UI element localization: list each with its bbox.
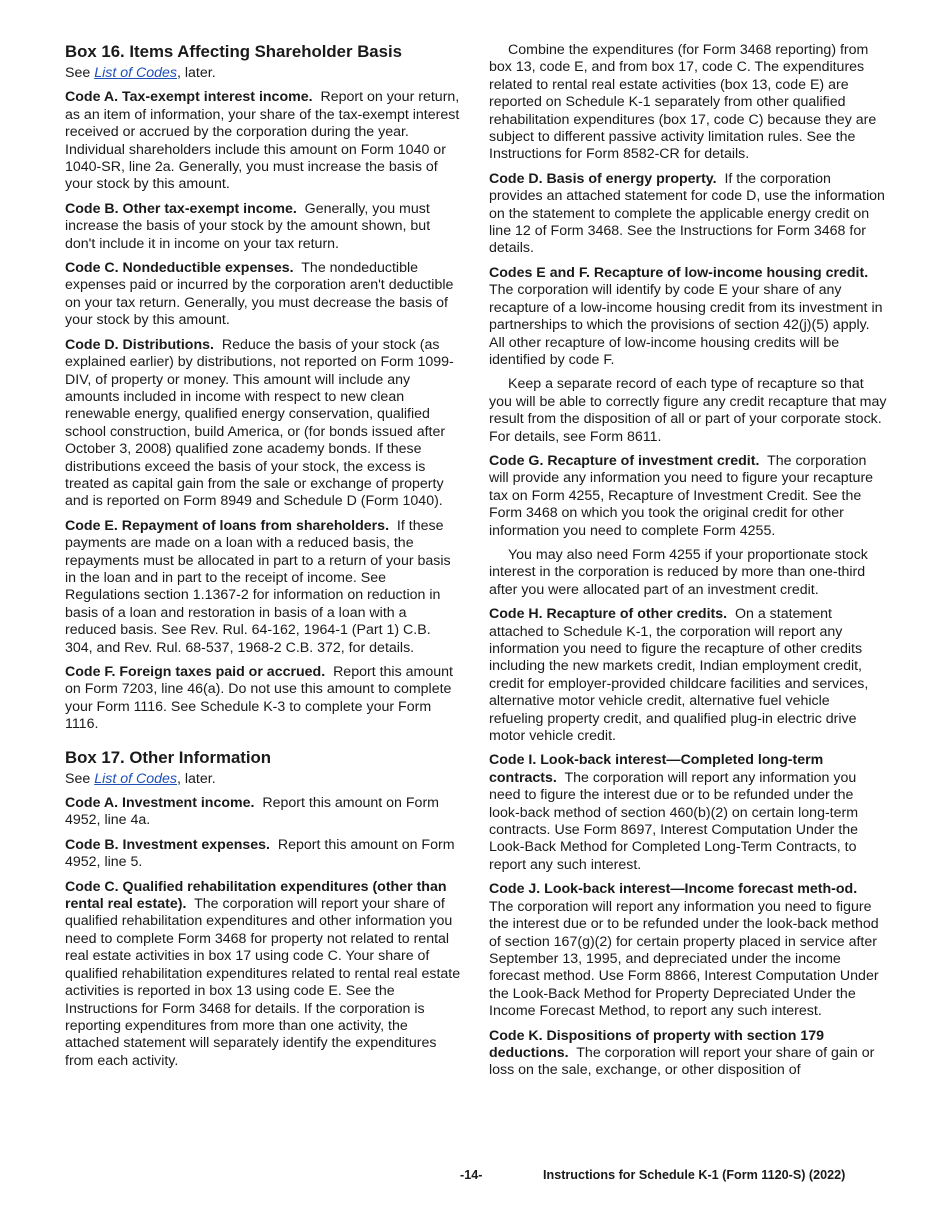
box16-code-f: Code F. Foreign taxes paid or accrued. Report this amount on Form 7203, line 46(a). Do not use this amount to complete your Form 1116. See Schedule K-3 to complete your Form 1116. bbox=[65, 664, 453, 733]
box16-see-list: See List of Codes, later. bbox=[65, 65, 216, 81]
box17-code-k: Code K. Dispositions of property with section 179 deductions. The corporation will report your share of gain or loss on the sale, exchange, or other disposition of bbox=[489, 1027, 875, 1079]
box17-heading: Box 17. Other Information bbox=[65, 747, 272, 767]
right-column bbox=[489, 42, 887, 1087]
box17-code-j: Code J. Look-back interest—Income forecast meth-od. The corporation will report any information you need to figure the interest due or to be refunded under the look-back method of section 167(g)(2) for certain property placed in service after September 13, 1995, and depreciated under the income forecast method. Use Form 8866, Interest Computation Under the Look-Back Method for Property Depreciated Under the Income Forecast Method, to report any such interest. bbox=[489, 881, 879, 1020]
box17-code-a: Code A. Investment income. Report this amount on Form 4952, line 4a. bbox=[65, 795, 439, 829]
box16-code-d: Code D. Distributions. Reduce the basis of your stock (as explained earlier) by distributions, not reported on Form 1099-DIV, of property or money. This amount will include any amounts included in income with respect to new clean renewable energy, qualified energy conservation, qualified school construction, build America, or (for bonds issued after October 3, 2008) qualified zone academy bonds. If these distributions exceed the basis of your stock, the excess is treated as capital gain from the sale or exchange of property and is reported on Form 8949 and Schedule D (Form 1040). bbox=[65, 336, 454, 510]
box17-code-g: Code G. Recapture of investment credit. The corporation will provide any information you need to figure your recapture tax on Form 4255, Recapture of Investment Credit. See the Form 3468 on which you took the original credit for other information you need to complete Form 4255. bbox=[489, 452, 874, 539]
box17-code-ef: Codes E and F. Recapture of low-income housing credit. The corporation will identify by code E your share of any recapture of a low-income housing credit from its investment in partnerships to which the provisions of section 42(j)(5) apply. All other recapture of low-income housing credits will be identified by code F. bbox=[489, 264, 883, 368]
box17-code-i: Code I. Look-back interest—Completed long-term contracts. The corporation will report any information you need to figure the interest due or to be refunded under the look-back method of section 460(b)(2) on certain long-term contracts. Use Form 8697, Interest Computation Under the Look-Back Method for Completed Long-Term Contracts, to report any such interest. bbox=[489, 752, 859, 873]
box17-code-c: Code C. Qualified rehabilitation expenditures (other than rental real estate). The corporation will report your share of qualified rehabilitation expenditures and other information you need to complete Form 3468 for property not related to rental real estate activities in box 17 using code C. Your share of qualified rehabilitation expenditures related to rental real estate activities is reported in box 13 using code E. See the Instructions for Form 3468 for details. If the corporation is reporting expenditures from more than one activity, the attached statement will separately identify the expenditures from each activity. bbox=[65, 878, 461, 1069]
box16-code-e: Code E. Repayment of loans from shareholders. If these payments are made on a loan with a reduced basis, the repayments must be allocated in part to a return of your basis in the loan and in part to the receipt of income. See Regulations section 1.1367-2 for information on reduction in basis of a loan and restoration in basis of a loan with a reduced basis. See Rev. Rul. 64-162, 1964-1 (Part 1) C.B. 304, and Rev. Rul. 68-537, 1968-2 C.B. 372, for details. bbox=[65, 517, 451, 656]
form-4255-paragraph: You may also need Form 4255 if your proportionate stock interest in the corporation is reduced by more than one-third after you were allocated part of an investment credit. bbox=[489, 546, 868, 598]
box16-code-b: Code B. Other tax-exempt income. Generally, you must increase the basis of your stock by the amount shown, but don't include it in income on your tax return. bbox=[65, 200, 431, 252]
document-title: Instructions for Schedule K-1 (Form 1120-S) (2022) bbox=[543, 1168, 846, 1182]
keep-record-paragraph: Keep a separate record of each type of recapture so that you will be able to correctly figure any credit recapture that may result from the disposition of all or part of your corporate stock. For details, see Form 8611. bbox=[489, 376, 887, 445]
box17-code-b: Code B. Investment expenses. Report this amount on Form 4952, line 5. bbox=[65, 836, 455, 871]
list-of-codes-link[interactable]: List of Codes bbox=[94, 770, 177, 787]
page-number: -14- bbox=[460, 1168, 483, 1182]
box16-code-a: Code A. Tax-exempt interest income. Report on your return, as an item of information, your share of the tax-exempt interest received or accrued by the corporation during the year. Individual shareholders include this amount on Form 1040 or 1040-SR, line 2a. Generally, you must increase the basis of your stock by this amount. bbox=[65, 89, 460, 193]
list-of-codes-link[interactable]: List of Codes bbox=[94, 65, 177, 81]
box17-code-h: Code H. Recapture of other credits. On a statement attached to Schedule K-1, the corporation will report any information you need to figure the recapture of other credits including the new markets credit, Indian employment credit, credit for employer-provided childcare facilities and services, alternative motor vehicle credit, alternative fuel vehicle refueling property credit, and qualified plug-in electric drive motor vehicle credit. bbox=[489, 606, 869, 745]
box17-code-d: Code D. Basis of energy property. If the corporation provides an attached statement for code D, use the information on the statement to complete the applicable energy credit on line 12 of Form 3468. See the Instructions for Form 3468 for details. bbox=[489, 170, 885, 257]
box16-heading: Box 16. Items Affecting Shareholder Basis bbox=[65, 42, 402, 61]
combine-paragraph: Combine the expenditures (for Form 3468 reporting) from box 13, code E, and from box 17, code C. The expenditures related to rental real estate activities (box 13, code E) are reported on Schedule K-1 separately from other qualified rehabilitation expenditures (box 17, code C) because they are subject to different passive activity limitation rules. See the Instructions for Form 8582-CR for details. bbox=[489, 42, 877, 163]
left-column bbox=[65, 42, 461, 1077]
box16-code-c: Code C. Nondeductible expenses. The nondeductible expenses paid or incurred by the corporation aren't deductible on your tax return. Generally, you must decrease the basis of your stock by this amount. bbox=[65, 260, 454, 329]
box17-see-list: See List of Codes, later. bbox=[65, 770, 216, 787]
